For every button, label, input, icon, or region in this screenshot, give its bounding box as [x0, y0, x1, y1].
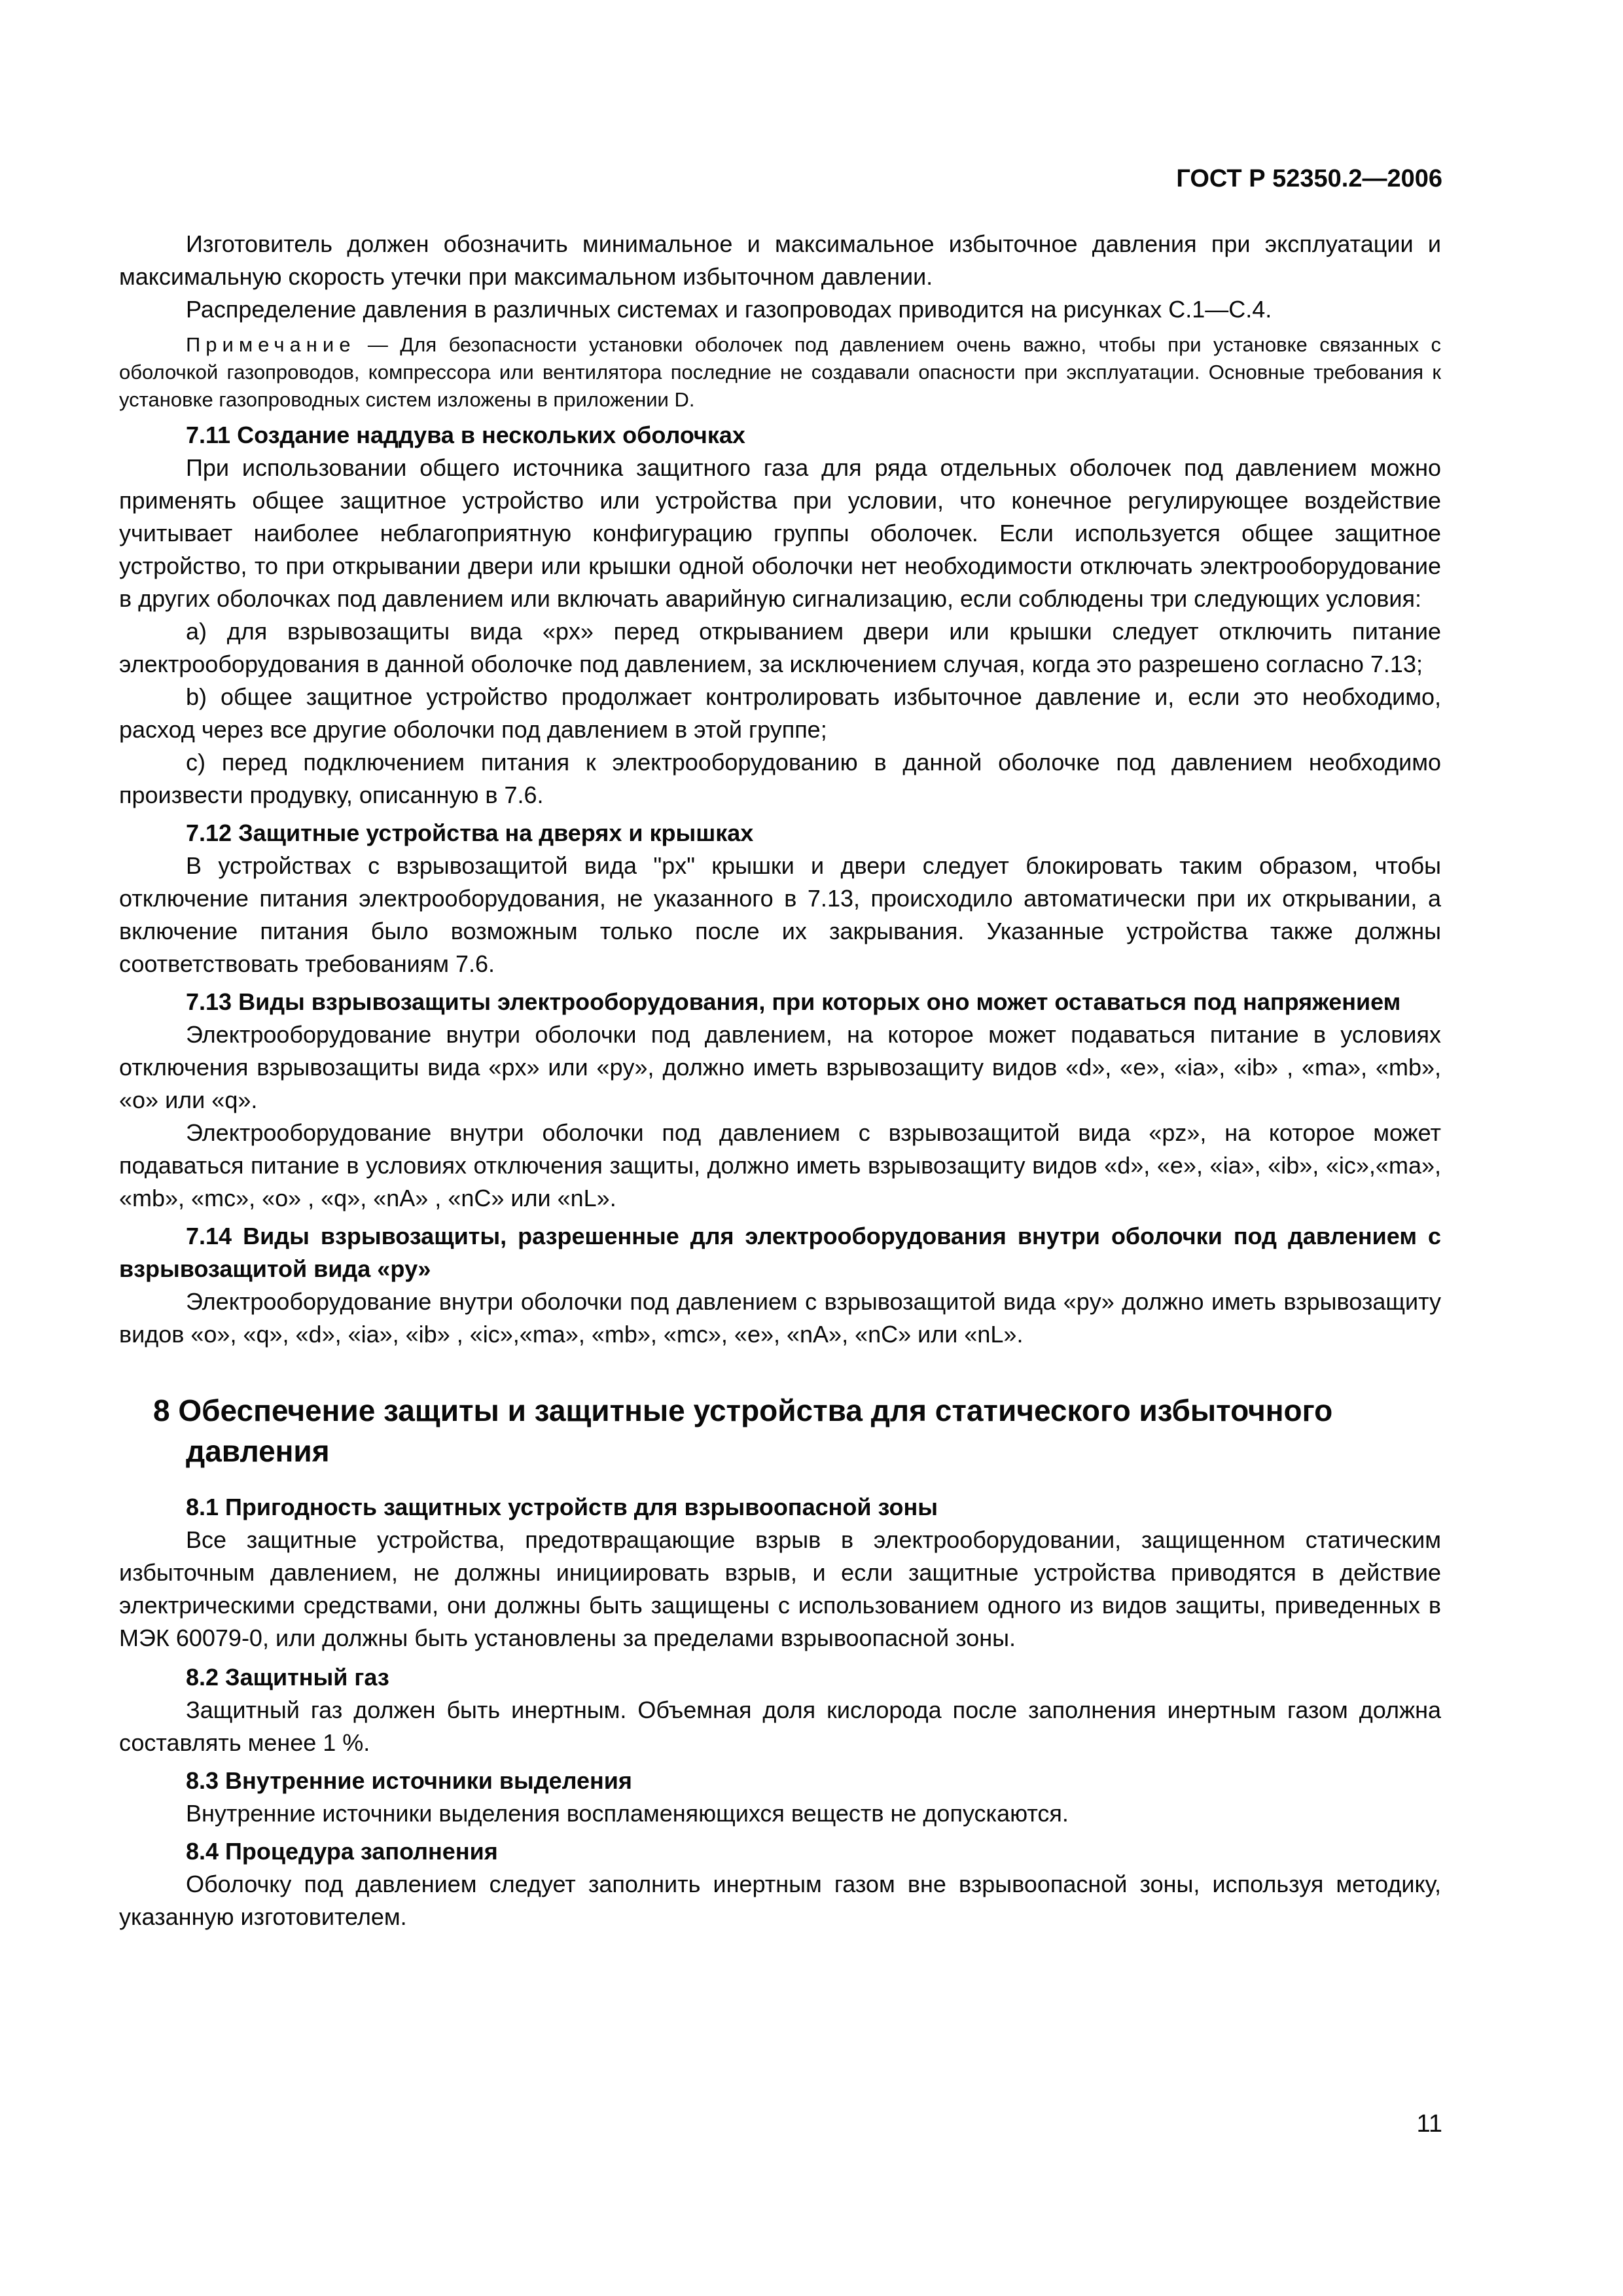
note-text: — Для безопасности установки оболочек под давлением очень важно, чтобы при установке связанных с оболочкой газопроводов, компрессора или вентилятора последние не создавали опасности при эксплуатации. Основные требования к установке газопроводных систем изложены в приложении D.: [119, 333, 1441, 411]
section-heading: 7.14 Виды взрывозащиты, разрешенные для электрооборудования внутри оболочки под давлением с взрывозащитой вида «py»: [119, 1223, 1441, 1282]
paragraph: Оболочку под давлением следует заполнить инертным газом вне взрывоопасной зоны, используя методику, указанную изготовителем.: [119, 1871, 1441, 1930]
list-item: c) перед подключением питания к электрооборудованию в данной оболочке под давлением необходимо произвести продувку, описанную в 7.6.: [119, 749, 1441, 808]
paragraph: Все защитные устройства, предотвращающие взрыв в электрооборудовании, защищенном статическим избыточным давлением, не должны инициировать взрыв, и если защитные устройства приводятся в действие электрическими средствами, они должны быть защищены с использованием одного из видов защиты, приведенных в МЭК 60079-0, или должны быть установлены за пределами взрывоопасной зоны.: [119, 1526, 1441, 1651]
section-heading: 7.13 Виды взрывозащиты электрооборудования, при которых оно может оставаться под напряжением: [186, 988, 1401, 1015]
standard-designation: ГОСТ Р 52350.2—2006: [1176, 165, 1442, 192]
section-heading: 8.2 Защитный газ: [186, 1664, 389, 1691]
list-item: a) для взрывозащиты вида «px» перед открыванием двери или крышки следует отключить питание электрооборудования в данной оболочке под давлением, за исключением случая, когда это разрешено согласно 7.13;: [119, 618, 1441, 677]
paragraph: В устройствах с взрывозащитой вида "px" крышки и двери следует блокировать таким образом, чтобы отключение питания электрооборудования, не указанного в 7.13, происходило автоматически при их открывании, а включение питания было возможным только после их закрывания. Указанные устройства также должны соответствовать требованиям 7.6.: [119, 852, 1441, 977]
paragraph: Электрооборудование внутри оболочки под давлением, на которое может подаваться питание в условиях отключения взрывозащиты вида «px» или «py», должно иметь взрывозащиту видов «d», «e», «ia», «ib» , «ma», «mb», «o» или «q».: [119, 1021, 1441, 1113]
paragraph: Электрооборудование внутри оболочки под давлением с взрывозащитой вида «pz», на которое может подаваться питание в условиях отключения защиты, должно иметь взрывозащиту видов «d», «e», «ia», «ib», «ic»,«ma», «mb», «mc», «o» , «q», «nA» , «nC» или «nL».: [119, 1119, 1441, 1211]
note-label: Примечание: [186, 333, 356, 356]
paragraph: При использовании общего источника защитного газа для ряда отдельных оболочек под давлением можно применять общее защитное устройство или устройства при условии, что конечное регулирующее воздействие учитывает наиболее неблагоприятную конфигурацию группы оболочек. Если используется общее защитное устройство, то при открывании двери или крышки одной оболочки нет необходимости отключать электрооборудование в других оболочках под давлением или включать аварийную сигнализацию, если соблюдены три следующих условия:: [119, 454, 1441, 612]
page-content: [119, 228, 1441, 1933]
section-heading: 7.11 Создание наддува в нескольких оболочках: [186, 422, 745, 448]
paragraph: Внутренние источники выделения воспламеняющихся веществ не допускаются.: [186, 1800, 1069, 1827]
intro-paragraph: Распределение давления в различных системах и газопроводах приводится на рисунках С.1—С.4.: [186, 296, 1272, 323]
section-heading: 8.3 Внутренние источники выделения: [186, 1767, 632, 1794]
paragraph: Электрооборудование внутри оболочки под давлением с взрывозащитой вида «py» должно иметь взрывозащиту видов «o», «q», «d», «ia», «ib» , «ic»,«ma», «mb», «mc», «e», «nA», «nC» или «nL».: [119, 1288, 1441, 1348]
page-number: 11: [1416, 2110, 1442, 2138]
section-heading: 8.4 Процедура заполнения: [186, 1838, 498, 1865]
note: [119, 331, 1441, 414]
intro-paragraph: Изготовитель должен обозначить минимальное и максимальное избыточное давления при эксплуатации и максимальную скорость утечки при максимальном избыточном давлении.: [119, 230, 1441, 290]
paragraph: Защитный газ должен быть инертным. Объемная доля кислорода после заполнения инертным газом должна составлять менее 1 %.: [119, 1696, 1441, 1756]
chapter-heading: 8 Обеспечение защиты и защитные устройства для статического избыточного давления: [153, 1393, 1333, 1468]
section-heading: 8.1 Пригодность защитных устройств для взрывоопасной зоны: [186, 1494, 938, 1520]
list-item: b) общее защитное устройство продолжает контролировать избыточное давление и, если это необходимо, расход через все другие оболочки под давлением в этой группе;: [119, 683, 1441, 743]
section-heading: 7.12 Защитные устройства на дверях и крышках: [186, 819, 754, 846]
